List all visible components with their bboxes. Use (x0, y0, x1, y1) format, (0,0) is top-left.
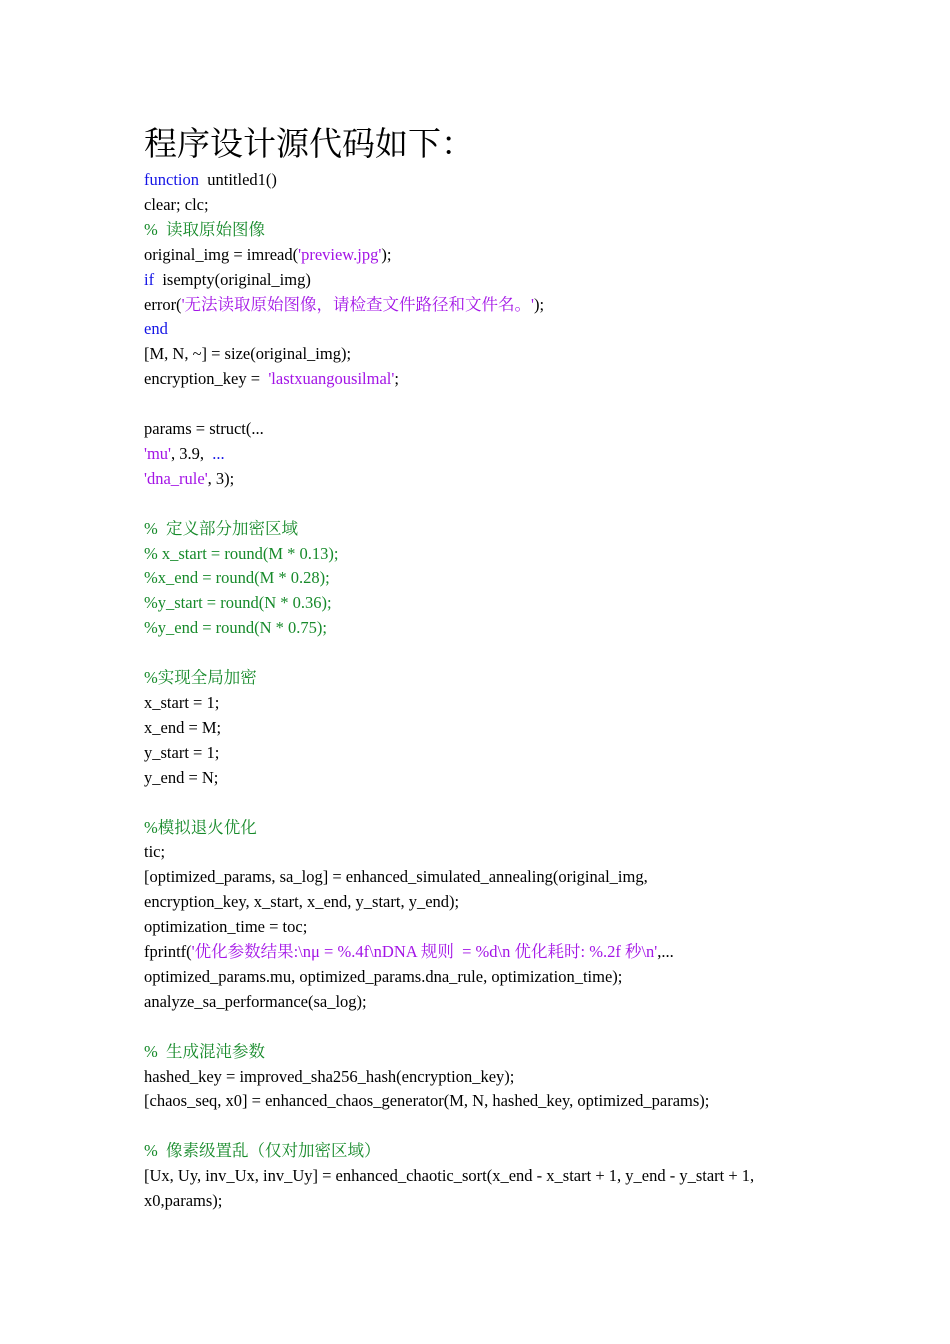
code-line (144, 1164, 824, 1189)
code-line (144, 816, 824, 841)
code-line (144, 342, 824, 367)
blank-line (144, 492, 824, 517)
code-line (144, 243, 824, 268)
code-line (144, 317, 824, 342)
code-line (144, 467, 824, 492)
blank-line (144, 641, 824, 666)
code-token: x_end = M; (144, 717, 222, 737)
code-token: x_start = 1; (144, 692, 220, 712)
code-line (144, 417, 824, 442)
string-token: '无法读取原始图像，请检查文件路径和文件名。' (181, 294, 535, 314)
code-line (144, 218, 824, 243)
code-token: [M, N, ~] = size(original_img); (144, 344, 352, 364)
code-token: original_img = imread( (144, 244, 299, 264)
code-token: isempty(original_img) (154, 269, 311, 289)
keyword-token: end (144, 319, 168, 339)
code-token: ); (534, 294, 545, 314)
code-line (144, 268, 824, 293)
code-line (144, 940, 824, 965)
code-line (144, 1065, 824, 1090)
code-line (144, 293, 824, 318)
code-line (144, 591, 824, 616)
code-token: encryption_key, x_start, x_end, y_start, y_end); (144, 892, 460, 912)
code-token: [optimized_params, sa_log] = enhanced_simulated_annealing(original_img, (144, 867, 648, 887)
code-line (144, 766, 824, 791)
code-line (144, 865, 824, 890)
code-line (144, 666, 824, 691)
code-token: hashed_key = improved_sha256_hash(encryption_key); (144, 1066, 515, 1086)
code-line (144, 716, 824, 741)
code-token: y_end = N; (144, 767, 219, 787)
comment-token: % 读取原始图像 (144, 219, 265, 239)
comment-token: %y_end = round(N * 0.75); (144, 618, 327, 638)
code-token: error( (144, 294, 182, 314)
page-title: 程序设计源代码如下： (144, 124, 474, 163)
string-token: 'mu' (144, 443, 172, 463)
code-token: analyze_sa_performance(sa_log); (144, 991, 367, 1011)
code-token: params = struct(... (144, 419, 264, 439)
code-token: clear; clc; (144, 194, 209, 214)
code-line (144, 990, 824, 1015)
code-token: optimization_time = toc; (144, 917, 308, 937)
code-line (144, 367, 824, 392)
code-token: , 3); (207, 468, 235, 488)
blank-line (144, 1015, 824, 1040)
string-token: '优化参数结果:\nμ = %.4f\nDNA 规则 = %d\n 优化耗时: %.2f 秒\n' (191, 942, 658, 962)
code-line (144, 566, 824, 591)
code-token: ); (381, 244, 392, 264)
code-token: tic; (144, 842, 166, 862)
source-code-block (144, 168, 824, 1214)
code-line (144, 1040, 824, 1065)
comment-token: % x_start = round(M * 0.13); (144, 543, 339, 563)
code-token: x0,params); (144, 1191, 223, 1211)
string-token: 'lastxuangousilmal' (268, 369, 395, 389)
code-line (144, 965, 824, 990)
code-token: y_start = 1; (144, 742, 220, 762)
comment-token: % 像素级置乱（仅对加密区域） (144, 1141, 381, 1161)
string-token: 'dna_rule' (144, 468, 208, 488)
comment-token: % 定义部分加密区域 (144, 518, 298, 538)
keyword-token: if (144, 269, 155, 289)
code-line (144, 542, 824, 567)
keyword-token: function (144, 170, 199, 189)
code-token: [Ux, Uy, inv_Ux, inv_Uy] = enhanced_chaotic_sort(x_end - x_start + 1, y_end - y_start + 1, (144, 1166, 755, 1186)
code-line (144, 691, 824, 716)
code-token: untitled1() (199, 170, 277, 189)
code-line (144, 741, 824, 766)
code-token: [chaos_seq, x0] = enhanced_chaos_generator(M, N, hashed_key, optimized_params); (144, 1091, 710, 1111)
comment-token: %模拟退火优化 (144, 817, 257, 837)
code-token: encryption_key = (144, 369, 269, 389)
code-token: optimized_params.mu, optimized_params.dna_rule, optimization_time); (144, 966, 623, 986)
code-line (144, 1189, 824, 1214)
comment-token: %实现全局加密 (144, 668, 257, 688)
code-line (144, 193, 824, 218)
code-line (144, 915, 824, 940)
code-line (144, 840, 824, 865)
blank-line (144, 392, 824, 417)
comment-token: %x_end = round(M * 0.28); (144, 568, 330, 588)
comment-token: %y_start = round(N * 0.36); (144, 593, 332, 613)
code-token: fprintf( (144, 942, 192, 962)
blank-line (144, 1114, 824, 1139)
code-token: ,... (657, 942, 674, 962)
code-line (144, 890, 824, 915)
code-token: , 3.9, (171, 443, 213, 463)
code-line (144, 616, 824, 641)
code-line (144, 442, 824, 467)
code-line (144, 517, 824, 542)
code-section (144, 122, 824, 1214)
code-token: ; (394, 369, 399, 389)
string-token: 'preview.jpg' (298, 244, 382, 264)
blank-line (144, 791, 824, 816)
keyword-token: ... (212, 443, 225, 463)
code-line (144, 1089, 824, 1114)
comment-token: % 生成混沌参数 (144, 1041, 265, 1061)
code-line (144, 168, 824, 193)
code-line (144, 1139, 824, 1164)
